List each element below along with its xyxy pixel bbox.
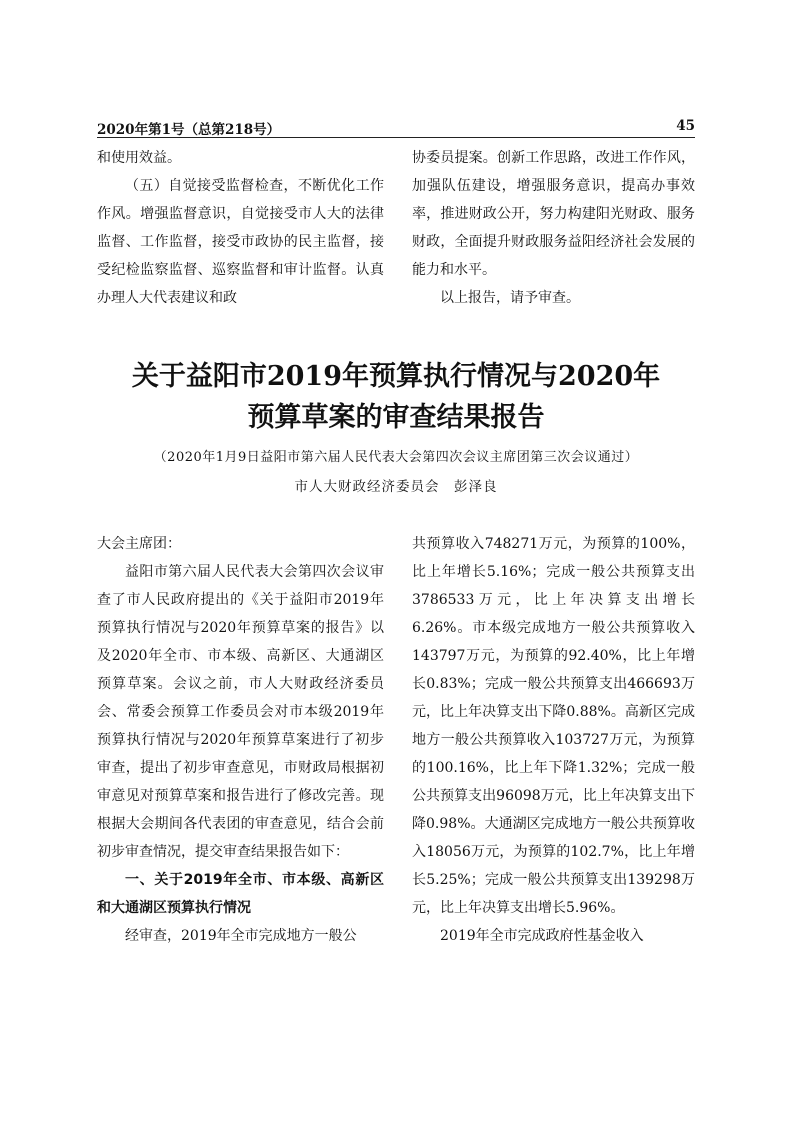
prev-article-left-column — [97, 144, 384, 312]
fund-paragraph-start: 2019年全市完成政府性基金收入 — [440, 928, 644, 944]
article-subtitle: （2020年1月9日益阳市第六届人民代表大会第四次会议主席团第三次会议通过） — [153, 450, 639, 465]
prev-closing-line: 以上报告，请予审查。 — [440, 290, 580, 306]
article-title-line-1: 关于益阳市2019年预算执行情况与2020年 — [131, 361, 661, 392]
article-right-column — [412, 530, 695, 950]
intro-paragraph: 益阳市第六届人民代表大会第四次会议审查了市人民政府提出的《关于益阳市2019年预算执行情况与2020年预算草案的报告》以及2020年全市、市本级、高新区、大通湖区预算草案。会议之前，市人大财政经济委员会、常委会预算工作委员会对市本级2019年预算执行情况与2020年预算草案进行了初步审查，提出了初步审查意见，市财政局根据初审意见对预算草案和报告进行了修改完善。现根据大会期间各代表团的审查意见，结合会前初步审查情况，提交审查结果报告如下： — [97, 564, 384, 860]
prev-paragraph-five: （五）自觉接受监督检查，不断优化工作作风。增强监督意识，自觉接受市人大的法律监督、工作监督，接受市政协的民主监督，接受纪检监察监督、巡察监督和审计监督。认真办理人大代表建议和政 — [97, 178, 384, 306]
page-number: 45 — [676, 118, 695, 134]
article-left-column — [97, 530, 384, 950]
prev-paragraph-continued: 协委员提案。创新工作思路，改进工作作风，加强队伍建设，增强服务意识，提高办事效率，推进财政公开，努力构建阳光财政、服务财政，全面提升财政服务益阳经济社会发展的能力和水平。 — [412, 150, 695, 278]
article-author: 市人大财政经济委员会 彭泽良 — [294, 479, 498, 495]
section-heading-1: 一、关于2019年全市、市本级、高新区和大通湖区预算执行情况 — [97, 872, 384, 916]
article-title-line-2: 预算草案的审查结果报告 — [247, 402, 545, 433]
review-paragraph-continued: 共预算收入748271万元，为预算的100%，比上年增长5.16%；完成一般公共预算支出3786533万元，比上年决算支出增长6.26%。市本级完成地方一般公共预算收入143797万元，为预算的92.40%，比上年增长0.83%；完成一般公共预算支出466693万元，比上年决算支出下降0.88%。高新区完成地方一般公共预算收入103727万元，为预算的100.16%，比上年下降1.32%；完成一般公共预算支出96098万元，比上年决算支出下降0.98%。大通湖区完成地方一般公共预算收入18056万元，为预算的102.7%，比上年增长5.25%；完成一般公共预算支出139298万元，比上年决算支出增长5.96%。 — [412, 536, 695, 916]
review-paragraph-start: 经审查，2019年全市完成地方一般公 — [125, 928, 357, 944]
running-header — [97, 116, 695, 136]
issue-label: 2020年第1号（总第218号） — [97, 122, 281, 138]
salutation: 大会主席团： — [97, 536, 181, 552]
prev-article-right-column — [412, 144, 695, 312]
prev-paragraph-tail: 和使用效益。 — [97, 150, 181, 166]
header-rule — [97, 137, 695, 138]
